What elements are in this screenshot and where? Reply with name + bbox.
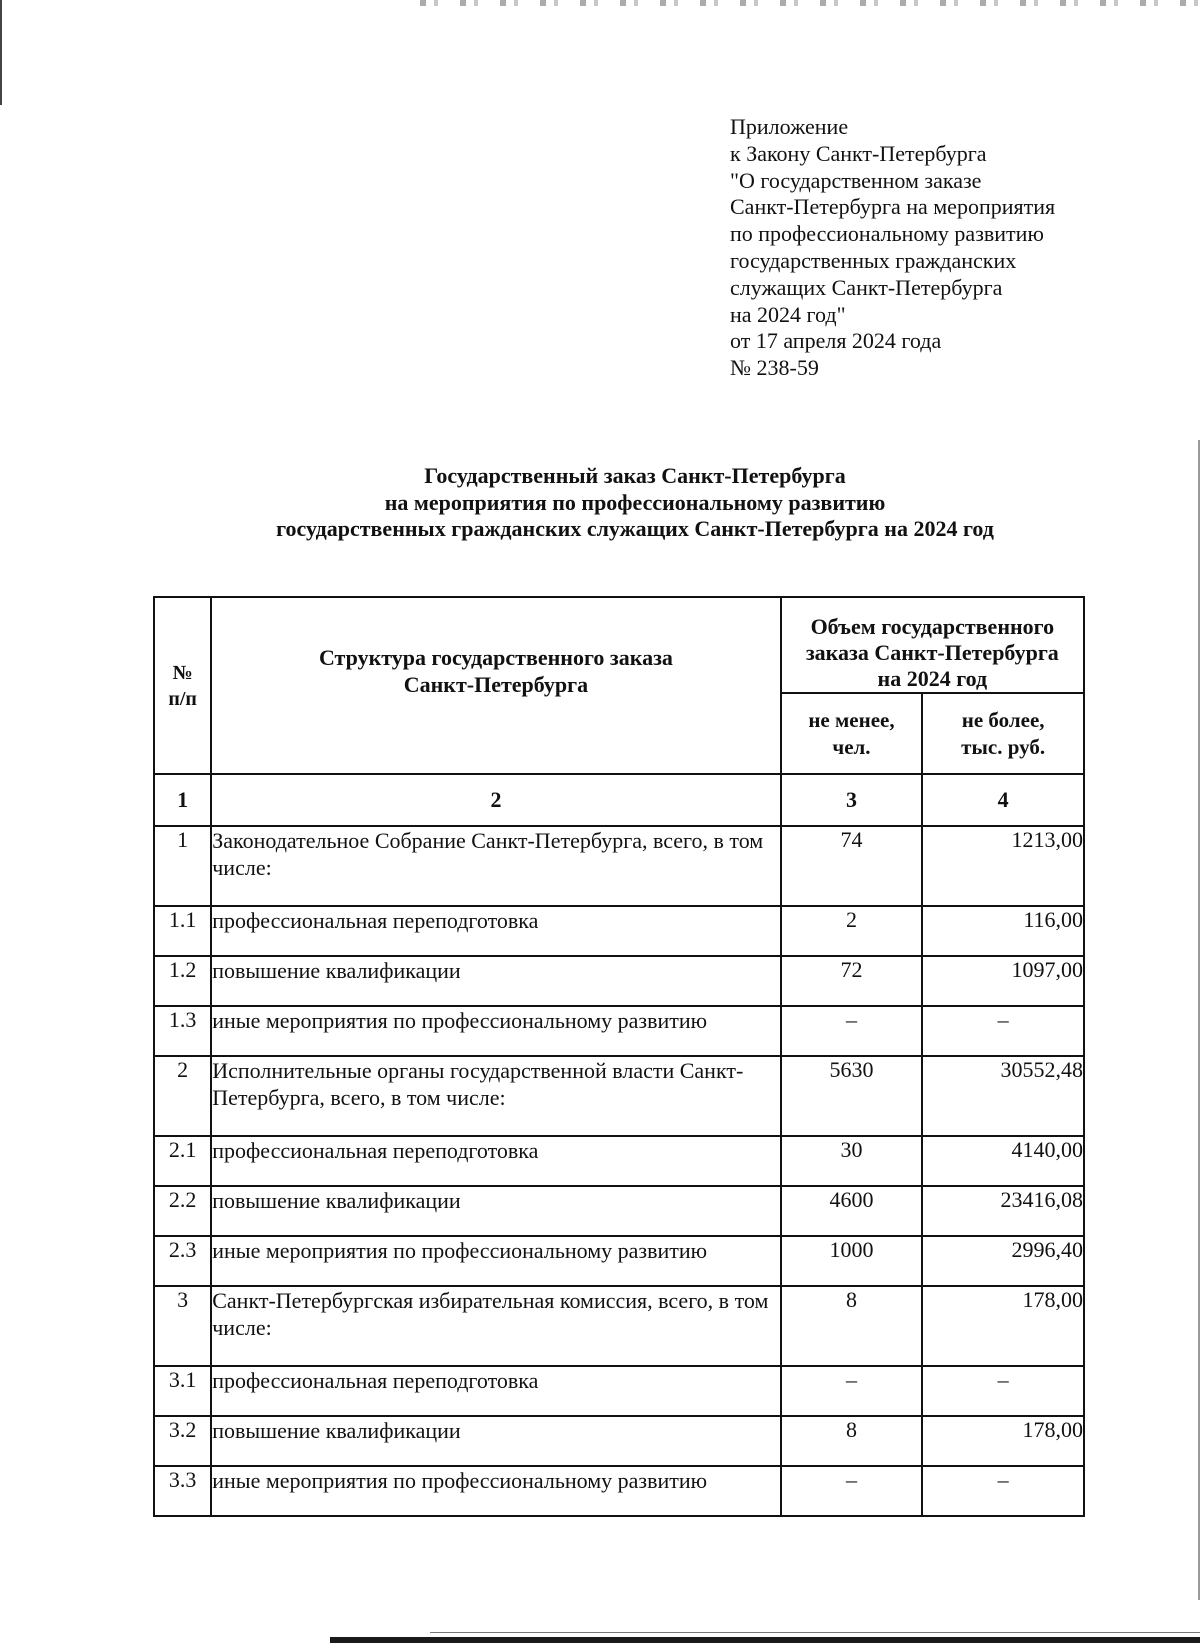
annex-line: по профессиональному развитию [730, 221, 1044, 247]
table-row [154, 1006, 1084, 1056]
row-amount: 1213,00 [922, 826, 1084, 906]
header-min-people [781, 693, 923, 774]
table-row [154, 1136, 1084, 1186]
document-title [150, 463, 1120, 543]
table-row [154, 1416, 1084, 1466]
row-number: 3 [154, 1286, 211, 1366]
column-number: 1 [154, 774, 211, 826]
header-structure [211, 597, 780, 774]
row-amount: 1097,00 [922, 956, 1084, 1006]
row-name: повышение квалификации [211, 1416, 780, 1466]
table-row [154, 1236, 1084, 1286]
row-name: Исполнительные органы государственной власти Санкт-Петербурга, всего, в том числе: [211, 1056, 780, 1136]
header-max-line: тыс. руб. [961, 734, 1046, 759]
scan-artifact-bottom [330, 1637, 1200, 1643]
scan-artifact-top [420, 0, 1200, 6]
row-people: 72 [781, 956, 923, 1006]
row-number: 2.2 [154, 1186, 211, 1236]
column-number: 4 [922, 774, 1084, 826]
row-name: профессиональная переподготовка [211, 1136, 780, 1186]
row-number: 3.1 [154, 1366, 211, 1416]
title-line: государственных гражданских служащих Санкт-Петербурга на 2024 год [276, 516, 994, 541]
table-header-row [154, 597, 1084, 693]
row-name: профессиональная переподготовка [211, 906, 780, 956]
annex-line: на 2024 год" [730, 301, 846, 327]
header-min-line: чел. [832, 734, 871, 759]
row-people: 8 [781, 1416, 923, 1466]
row-name: повышение квалификации [211, 1186, 780, 1236]
header-structure-line: Структура государственного заказа [318, 644, 673, 670]
table-row [154, 956, 1084, 1006]
header-volume-line: на 2024 год [877, 666, 988, 691]
annex-line: Санкт-Петербурга на мероприятия [730, 194, 1056, 220]
row-number: 1.1 [154, 906, 211, 956]
row-name: профессиональная переподготовка [211, 1366, 780, 1416]
row-number: 1.3 [154, 1006, 211, 1056]
column-number: 2 [211, 774, 780, 826]
table-row [154, 1186, 1084, 1236]
row-number: 2.1 [154, 1136, 211, 1186]
row-people: 2 [781, 906, 923, 956]
table-row [154, 1366, 1084, 1416]
row-name: иные мероприятия по профессиональному развитию [211, 1006, 780, 1056]
row-number: 2.3 [154, 1236, 211, 1286]
row-amount: 2996,40 [922, 1236, 1084, 1286]
title-line: Государственный заказ Санкт-Петербурга [424, 463, 846, 488]
row-name: Законодательное Собрание Санкт-Петербурга, всего, в том числе: [211, 826, 780, 906]
scan-artifact-left [0, 0, 2, 105]
column-numbers-row [154, 774, 1084, 826]
row-amount: 23416,08 [922, 1186, 1084, 1236]
table-row [154, 906, 1084, 956]
header-max-line: не более, [961, 707, 1045, 732]
row-number: 1.2 [154, 956, 211, 1006]
header-max-amount [922, 693, 1084, 774]
annex-line: государственных гражданских [730, 247, 1017, 273]
table-row [154, 1466, 1084, 1516]
row-amount: 178,00 [922, 1416, 1084, 1466]
row-people: – [781, 1466, 923, 1516]
scan-artifact-bottom-line [430, 1632, 1200, 1633]
annex-line: "О государственном заказе [730, 167, 982, 193]
row-number: 2 [154, 1056, 211, 1136]
row-people: 30 [781, 1136, 923, 1186]
table-row [154, 826, 1084, 906]
header-structure-line: Санкт-Петербурга [403, 671, 589, 697]
row-amount: – [922, 1366, 1084, 1416]
annex-date: от 17 апреля 2024 года [730, 328, 942, 354]
table-row [154, 1286, 1084, 1366]
row-people: 8 [781, 1286, 923, 1366]
header-min-line: не менее, [808, 707, 895, 732]
header-number-line: п/п [168, 687, 197, 710]
title-line: на мероприятия по профессиональному развитию [384, 489, 886, 515]
state-order-table [153, 596, 1085, 1517]
row-number: 3.2 [154, 1416, 211, 1466]
annex-law-number: № 238-59 [730, 355, 819, 381]
row-amount: 4140,00 [922, 1136, 1084, 1186]
row-number: 3.3 [154, 1466, 211, 1516]
row-amount: 116,00 [922, 906, 1084, 956]
column-number: 3 [781, 774, 923, 826]
header-number-line: № [172, 661, 193, 684]
row-people: 74 [781, 826, 923, 906]
annex-line: к Закону Санкт-Петербурга [730, 140, 987, 166]
header-volume-line: заказа Санкт-Петербурга [805, 640, 1059, 665]
row-people: 5630 [781, 1056, 923, 1136]
header-volume [781, 597, 1084, 693]
row-amount: – [922, 1466, 1084, 1516]
annex-line: Приложение [730, 114, 849, 139]
header-volume-line: Объем государственного [810, 614, 1055, 639]
row-name: Санкт-Петербургская избирательная комиссия, всего, в том числе: [211, 1286, 780, 1366]
row-people: – [781, 1366, 923, 1416]
row-amount: – [922, 1006, 1084, 1056]
row-name: иные мероприятия по профессиональному развитию [211, 1466, 780, 1516]
row-amount: 30552,48 [922, 1056, 1084, 1136]
annex-block [730, 114, 1150, 382]
table-row [154, 1056, 1084, 1136]
row-people: 4600 [781, 1186, 923, 1236]
row-number: 1 [154, 826, 211, 906]
header-number [154, 597, 211, 774]
row-name: иные мероприятия по профессиональному развитию [211, 1236, 780, 1286]
row-people: – [781, 1006, 923, 1056]
row-amount: 178,00 [922, 1286, 1084, 1366]
row-people: 1000 [781, 1236, 923, 1286]
annex-line: служащих Санкт-Петербурга [730, 274, 1003, 300]
row-name: повышение квалификации [211, 956, 780, 1006]
